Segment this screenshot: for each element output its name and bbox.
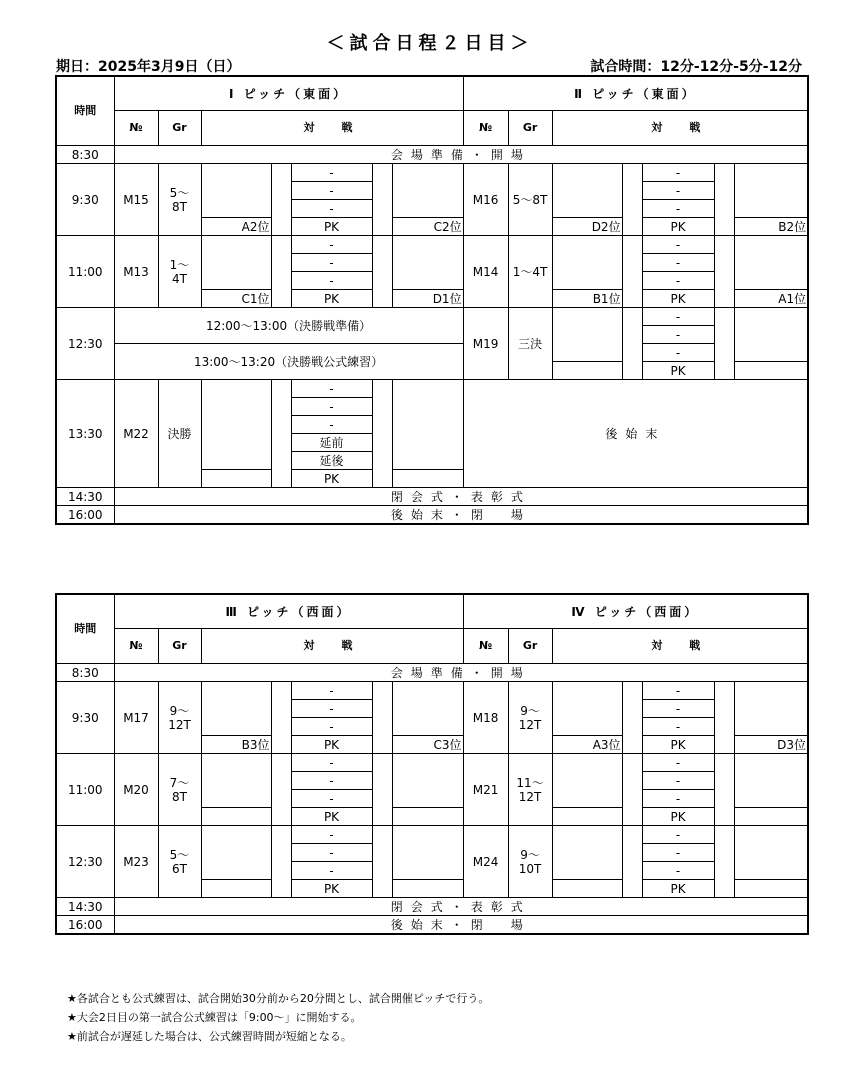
col-gr: Gr	[508, 629, 552, 664]
team-slot	[392, 236, 463, 290]
score-cell: -	[642, 700, 714, 718]
score-cell: -	[642, 862, 714, 880]
score-col	[271, 754, 291, 826]
pk-cell: PK	[642, 218, 714, 236]
score-col	[622, 826, 642, 898]
match-no: M23	[114, 826, 158, 898]
match-no: M24	[463, 826, 508, 898]
score-col	[372, 236, 392, 308]
team-slot	[201, 880, 271, 898]
team-slot	[552, 754, 622, 808]
score-col	[622, 754, 642, 826]
col-gr: Gr	[508, 111, 552, 146]
match-no: M20	[114, 754, 158, 826]
col-no: №	[463, 111, 508, 146]
group: 1～4T	[158, 236, 201, 308]
team-slot	[552, 362, 622, 380]
team-label: B3位	[201, 736, 271, 754]
score-cell: -	[291, 254, 372, 272]
team-slot	[552, 880, 622, 898]
team-slot	[392, 880, 463, 898]
score-cell: -	[642, 344, 714, 362]
score-cell: -	[291, 772, 372, 790]
time-cell: 14:30	[56, 898, 114, 916]
score-cell: -	[642, 308, 714, 326]
time-cell: 9:30	[56, 164, 114, 236]
score-col	[714, 754, 734, 826]
team-slot	[392, 470, 463, 488]
score-cell: -	[642, 826, 714, 844]
team-slot	[201, 808, 271, 826]
score-col	[372, 754, 392, 826]
span-text: 後始末	[463, 380, 808, 488]
schedule-table-pitch-1-2	[55, 75, 809, 525]
note-item: ★各試合とも公式練習は、試合開始30分前から20分間とし、試合開催ピッチで行う。	[67, 992, 490, 1005]
team-slot	[734, 362, 808, 380]
time-header: 時間	[56, 594, 114, 664]
team-label: B2位	[734, 218, 808, 236]
score-cell: -	[291, 200, 372, 218]
span-text: 13:00～13:20（決勝戦公式練習）	[114, 344, 463, 380]
extra-second-cell: 延後	[291, 452, 372, 470]
pk-cell: PK	[291, 736, 372, 754]
team-label: D3位	[734, 736, 808, 754]
team-slot	[734, 754, 808, 808]
span-text: 会場準備・開場	[114, 146, 808, 164]
score-col	[622, 682, 642, 754]
pk-cell: PK	[642, 808, 714, 826]
team-slot	[201, 754, 271, 808]
team-slot	[552, 826, 622, 880]
score-cell: -	[642, 790, 714, 808]
group: 9～10T	[508, 826, 552, 898]
match-no: M21	[463, 754, 508, 826]
match-no: M18	[463, 682, 508, 754]
score-col	[372, 826, 392, 898]
extra-first-cell: 延前	[291, 434, 372, 452]
team-slot	[552, 236, 622, 290]
page-title: ＜試合日程２日目＞	[326, 33, 534, 54]
match-no: M19	[463, 308, 508, 380]
match-no: M17	[114, 682, 158, 754]
score-col	[372, 682, 392, 754]
score-cell: -	[642, 200, 714, 218]
group: 5～6T	[158, 826, 201, 898]
span-text: 閉会式・表彰式	[114, 898, 808, 916]
span-text: 会場準備・開場	[114, 664, 808, 682]
score-cell: -	[291, 718, 372, 736]
pk-cell: PK	[291, 218, 372, 236]
group: 1～4T	[508, 236, 552, 308]
team-slot	[392, 754, 463, 808]
score-cell: -	[642, 844, 714, 862]
span-text: 後始末・閉 場	[114, 916, 808, 935]
time-cell: 8:30	[56, 146, 114, 164]
team-slot	[392, 808, 463, 826]
col-match: 対 戦	[201, 111, 463, 146]
span-text: 閉会式・表彰式	[114, 488, 808, 506]
team-slot	[552, 682, 622, 736]
score-col	[622, 308, 642, 380]
team-label: A2位	[201, 218, 271, 236]
score-cell: -	[642, 254, 714, 272]
match-no: M22	[114, 380, 158, 488]
pitch-1-header: Ⅰ ピッチ（東面）	[114, 76, 463, 111]
score-cell: -	[642, 718, 714, 736]
team-slot	[734, 682, 808, 736]
note-item: ★大会2日目の第一試合公式練習は「9:00～」に開始する。	[67, 1011, 362, 1024]
time-cell: 12:30	[56, 308, 114, 380]
score-cell: -	[291, 790, 372, 808]
team-slot	[201, 470, 271, 488]
schedule-table-pitch-3-4	[55, 593, 809, 935]
pk-cell: PK	[291, 470, 372, 488]
score-cell: -	[642, 772, 714, 790]
time-cell: 11:00	[56, 236, 114, 308]
pk-cell: PK	[642, 880, 714, 898]
score-cell: -	[642, 754, 714, 772]
score-col	[271, 236, 291, 308]
time-cell: 14:30	[56, 488, 114, 506]
col-no: №	[114, 629, 158, 664]
score-cell: -	[291, 236, 372, 254]
score-col	[622, 236, 642, 308]
score-cell: -	[291, 164, 372, 182]
match-time: 試合時間：12分-12分-5分-12分	[590, 59, 802, 75]
team-slot	[734, 826, 808, 880]
score-cell: -	[291, 272, 372, 290]
col-gr: Gr	[158, 629, 201, 664]
team-slot	[552, 308, 622, 362]
group: 9～12T	[508, 682, 552, 754]
match-no: M13	[114, 236, 158, 308]
group: 三決	[508, 308, 552, 380]
team-slot	[392, 826, 463, 880]
score-cell: -	[291, 380, 372, 398]
score-cell: -	[291, 700, 372, 718]
score-cell: -	[291, 826, 372, 844]
time-cell: 16:00	[56, 506, 114, 525]
score-col	[714, 308, 734, 380]
team-label: B1位	[552, 290, 622, 308]
group: 9～12T	[158, 682, 201, 754]
time-cell: 13:30	[56, 380, 114, 488]
score-cell: -	[642, 326, 714, 344]
pk-cell: PK	[642, 362, 714, 380]
pk-cell: PK	[291, 880, 372, 898]
match-no: M14	[463, 236, 508, 308]
score-cell: -	[642, 164, 714, 182]
pk-cell: PK	[291, 290, 372, 308]
score-cell: -	[642, 182, 714, 200]
score-col	[714, 826, 734, 898]
score-cell: -	[291, 862, 372, 880]
team-slot	[552, 164, 622, 218]
score-cell: -	[291, 398, 372, 416]
score-cell: -	[291, 682, 372, 700]
score-col	[271, 826, 291, 898]
score-cell: -	[291, 844, 372, 862]
score-col	[271, 682, 291, 754]
score-cell: -	[291, 754, 372, 772]
team-slot	[392, 380, 463, 470]
span-text: 12:00～13:00（決勝戦準備）	[114, 308, 463, 344]
time-cell: 9:30	[56, 682, 114, 754]
score-cell: -	[642, 236, 714, 254]
col-no: №	[463, 629, 508, 664]
team-slot	[201, 236, 271, 290]
team-slot	[734, 308, 808, 362]
team-slot	[201, 164, 271, 218]
score-cell: -	[642, 272, 714, 290]
team-slot	[552, 808, 622, 826]
score-cell: -	[291, 416, 372, 434]
team-label: D2位	[552, 218, 622, 236]
group: 5～8T	[508, 164, 552, 236]
pk-cell: PK	[642, 736, 714, 754]
team-slot	[734, 236, 808, 290]
group: 7～8T	[158, 754, 201, 826]
score-col	[372, 380, 392, 488]
pk-cell: PK	[642, 290, 714, 308]
team-slot	[734, 880, 808, 898]
score-col	[714, 236, 734, 308]
col-match: 対 戦	[552, 629, 808, 664]
team-label: A1位	[734, 290, 808, 308]
score-cell: -	[642, 682, 714, 700]
col-match: 対 戦	[552, 111, 808, 146]
team-slot	[201, 826, 271, 880]
time-header: 時間	[56, 76, 114, 146]
time-cell: 8:30	[56, 664, 114, 682]
col-no: №	[114, 111, 158, 146]
team-label: A3位	[552, 736, 622, 754]
notes	[67, 989, 489, 1046]
pk-cell: PK	[291, 808, 372, 826]
team-slot	[734, 164, 808, 218]
team-slot	[734, 808, 808, 826]
team-label: C3位	[392, 736, 463, 754]
team-slot	[201, 380, 271, 470]
col-gr: Gr	[158, 111, 201, 146]
team-slot	[392, 682, 463, 736]
time-cell: 12:30	[56, 826, 114, 898]
team-label: C2位	[392, 218, 463, 236]
group: 決勝	[158, 380, 201, 488]
pitch-4-header: Ⅳ ピッチ（西面）	[463, 594, 808, 629]
score-col	[271, 164, 291, 236]
span-text: 後始末・閉 場	[114, 506, 808, 525]
match-no: M15	[114, 164, 158, 236]
team-slot	[201, 682, 271, 736]
pitch-2-header: Ⅱ ピッチ（東面）	[463, 76, 808, 111]
time-cell: 11:00	[56, 754, 114, 826]
time-cell: 16:00	[56, 916, 114, 935]
score-col	[622, 164, 642, 236]
group: 5～8T	[158, 164, 201, 236]
team-label: D1位	[392, 290, 463, 308]
score-col	[714, 164, 734, 236]
score-cell: -	[291, 182, 372, 200]
event-date: 期日：2025年3月9日（日）	[56, 59, 241, 75]
group: 11～12T	[508, 754, 552, 826]
match-no: M16	[463, 164, 508, 236]
team-slot	[392, 164, 463, 218]
team-label: C1位	[201, 290, 271, 308]
pitch-3-header: Ⅲ ピッチ（西面）	[114, 594, 463, 629]
score-col	[372, 164, 392, 236]
score-col	[271, 380, 291, 488]
note-item: ★前試合が遅延した場合は、公式練習時間が短縮となる。	[67, 1030, 352, 1043]
col-match: 対 戦	[201, 629, 463, 664]
score-col	[714, 682, 734, 754]
